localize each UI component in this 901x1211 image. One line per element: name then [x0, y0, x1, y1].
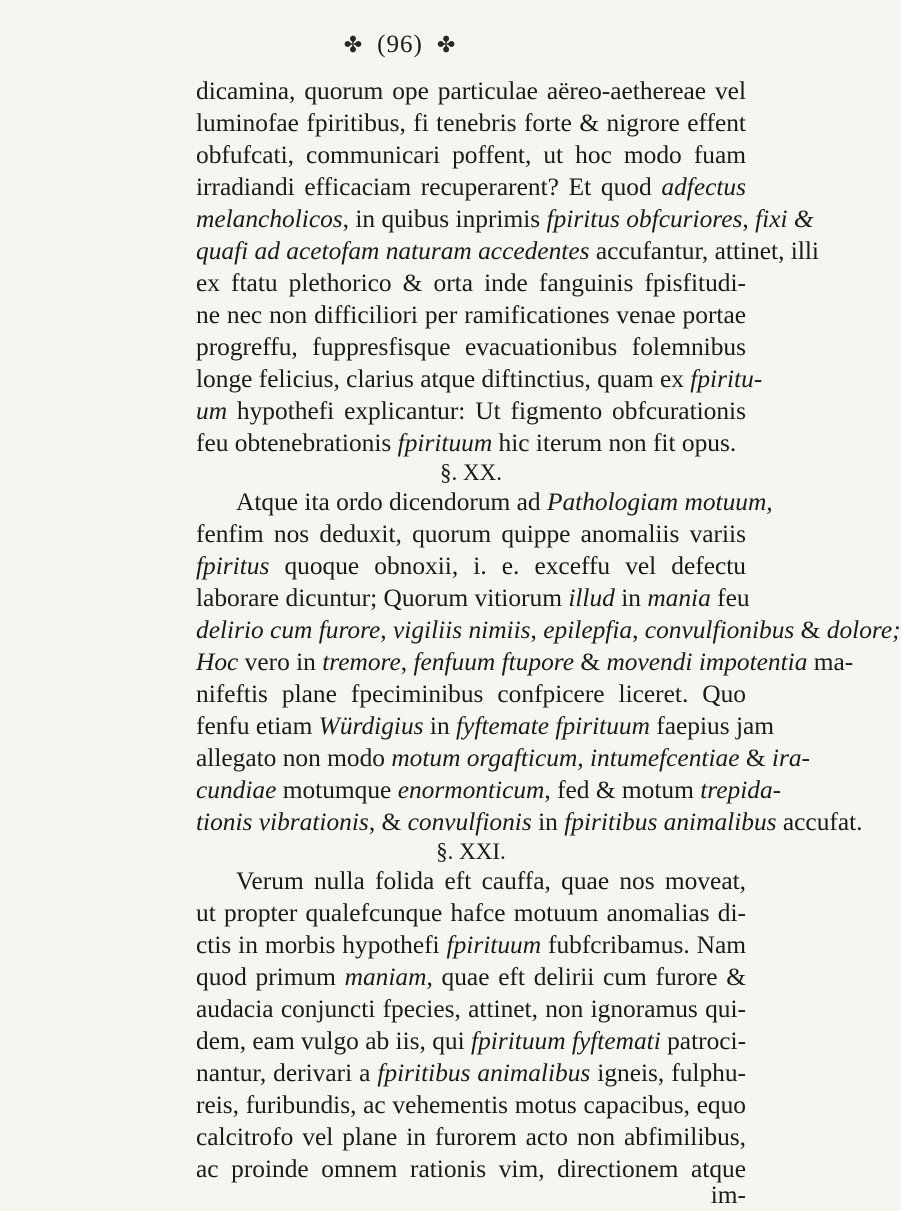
section-heading	[196, 836, 746, 868]
text-line	[196, 107, 746, 139]
text-run: &	[739, 744, 772, 772]
text-run: , in quibus inprimis	[342, 205, 547, 233]
text-line	[196, 427, 746, 459]
text-run: audacia conjuncti fpecies, attinet, non ignoramus qui-	[196, 995, 746, 1023]
text-run: irradiandi efficaciam recuperarent? Et quod	[196, 173, 662, 201]
text-line	[196, 710, 775, 742]
italic-run: fpiritus	[196, 552, 270, 580]
italic-run: um	[196, 397, 228, 425]
italic-run: trepida-	[700, 776, 782, 804]
italic-run: fpiritus obfcuriores	[546, 205, 743, 233]
text-line	[196, 646, 854, 678]
italic-run: mania	[647, 584, 711, 612]
text-run: ctis in morbis hypothefi	[196, 931, 447, 959]
text-line	[196, 582, 750, 614]
text-run: feu	[710, 584, 750, 612]
italic-run: convulfionibus	[644, 616, 795, 644]
text-run: fubfcribamus. Nam	[541, 931, 746, 959]
text-run: ut propter qualefcunque hafce motuum anomalias di-	[196, 899, 746, 927]
italic-run: enormonticum	[397, 776, 545, 804]
italic-run: fpiritu-	[690, 365, 763, 393]
text-line	[196, 774, 782, 806]
text-line	[236, 865, 746, 897]
italic-run: tremore	[322, 648, 401, 676]
italic-run: tionis vibrationis	[196, 808, 369, 836]
text-line	[196, 993, 746, 1025]
text-line	[196, 929, 746, 961]
italic-run: movendi impotentia	[606, 648, 808, 676]
text-run: nifeftis plane fpeciminibus confpicere liceret. Quo	[196, 680, 746, 708]
text-run: longe felicius, clarius atque diftinctius, quam ex	[196, 365, 691, 393]
text-line	[196, 897, 746, 929]
text-line	[196, 1057, 746, 1089]
text-run: im-	[710, 1181, 746, 1209]
italic-run: epilepfia	[543, 616, 633, 644]
italic-run: vigiliis nimiis	[393, 616, 531, 644]
italic-run: fpirituum	[446, 931, 542, 959]
text-line	[196, 518, 746, 550]
text-run: , &	[368, 808, 408, 836]
text-line	[196, 267, 746, 299]
italic-run: convulfionis	[407, 808, 532, 836]
text-run: ma-	[807, 648, 854, 676]
text-run: &	[794, 616, 827, 644]
section-heading	[196, 457, 746, 489]
text-run: progreffu, fuppresfisque evacuationibus folemnibus	[196, 333, 746, 361]
text-run: allegato non modo	[196, 744, 392, 772]
text-line	[196, 331, 746, 363]
text-line	[196, 806, 863, 838]
text-line	[196, 1025, 746, 1057]
text-line	[196, 1089, 746, 1121]
text-run: dicamina, quorum ope particulae aëreo-aethereae vel	[196, 77, 746, 105]
text-run: accufat.	[776, 808, 863, 836]
text-run: ,	[380, 616, 393, 644]
text-run: fenfim nos deduxit, quorum quippe anomaliis variis	[196, 520, 746, 548]
text-run: ac proinde omnem rationis vim, directionem atque	[196, 1155, 746, 1183]
text-run: faepius jam	[649, 712, 775, 740]
italic-run: melancholicos	[196, 205, 343, 233]
text-line	[196, 614, 901, 646]
text-run: ,	[632, 616, 645, 644]
italic-run: delirio cum furore	[196, 616, 381, 644]
text-run: patroci-	[660, 1027, 747, 1055]
text-run: motumque	[276, 776, 398, 804]
text-line	[196, 75, 746, 107]
text-run: , fed & motum	[544, 776, 701, 804]
text-run: luminofae fpiritibus, fi tenebris forte & nigrore effent	[196, 109, 746, 137]
text-run: ,	[742, 205, 756, 233]
text-line	[196, 235, 819, 267]
text-run: ,	[577, 744, 590, 772]
text-line	[196, 203, 814, 235]
text-run: reis, furibundis, ac vehementis motus capacibus, equo	[196, 1091, 746, 1119]
text-run: , quae eft delirii cum furore &	[426, 963, 746, 991]
text-run: ne nec non difficiliori per ramificationes venae portae	[196, 301, 746, 329]
italic-run: motum orgafticum	[391, 744, 578, 772]
ornament-left-icon: ✤	[343, 32, 364, 57]
page-number: (96)	[377, 31, 423, 58]
text-run: calcitrofo vel plane in furorem acto non abfimilibus,	[196, 1123, 746, 1151]
italic-run: Pathologiam motuum,	[546, 488, 773, 516]
italic-run: fixi &	[755, 205, 814, 233]
text-run: fenfu etiam	[196, 712, 319, 740]
italic-run: illud	[568, 584, 615, 612]
italic-run: Hoc	[196, 648, 239, 676]
text-run: §. XX.	[440, 460, 502, 485]
text-run: ex ftatu plethorico & orta inde fanguinis fpisfitudi-	[196, 269, 746, 297]
text-run: in	[531, 808, 565, 836]
text-run: hypothefi explicantur: Ut figmento obfcurationis	[227, 397, 746, 425]
ornament-right-icon: ✤	[436, 32, 457, 57]
text-line	[196, 678, 746, 710]
text-run: feu obtenebrationis	[196, 429, 398, 457]
text-line	[196, 742, 811, 774]
italic-run: fpirituum fyftemati	[471, 1027, 661, 1055]
italic-run: fpirituum	[397, 429, 493, 457]
text-run: quoque obnoxii, i. e. exceffu vel defectu	[269, 552, 746, 580]
page-header	[0, 30, 800, 60]
text-run: §. XXI.	[436, 839, 506, 864]
text-line	[196, 1121, 746, 1153]
text-run: Atque ita ordo dicendorum ad	[236, 488, 547, 516]
text-run: ,	[400, 648, 414, 676]
text-run: Verum nulla folida eft cauffa, quae nos moveat,	[236, 867, 746, 895]
text-line	[196, 961, 746, 993]
italic-run: quafi ad acetofam naturam accedentes	[196, 237, 590, 265]
text-run: ,	[530, 616, 544, 644]
italic-run: Würdigius	[318, 712, 424, 740]
text-run: igneis, fulphu-	[590, 1059, 746, 1087]
italic-run: fyftemate fpirituum	[456, 712, 650, 740]
italic-run: adfectus	[661, 173, 746, 201]
text-line	[196, 395, 746, 427]
text-run: dem, eam vulgo ab iis, qui	[196, 1027, 472, 1055]
text-run: in	[614, 584, 648, 612]
text-line	[196, 139, 746, 171]
italic-run: dolore;	[826, 616, 901, 644]
text-line	[196, 363, 763, 395]
text-run: hic iterum non fit opus.	[492, 429, 737, 457]
text-line	[196, 171, 746, 203]
italic-run: fpiritibus animalibus	[377, 1059, 591, 1087]
text-run: quod primum	[196, 963, 345, 991]
italic-run: cundiae	[196, 776, 277, 804]
text-line	[196, 550, 746, 582]
text-run: laborare dicuntur; Quorum vitiorum	[196, 584, 569, 612]
text-run: nantur, derivari a	[196, 1059, 378, 1087]
italic-run: ira-	[771, 744, 811, 772]
text-run: accufantur, attinet, illi	[589, 237, 819, 265]
italic-run: fenfuum ftupore	[413, 648, 575, 676]
italic-run: fpiritibus animalibus	[564, 808, 777, 836]
catchword	[196, 1179, 746, 1209]
text-line	[196, 299, 746, 331]
italic-run: maniam	[344, 963, 427, 991]
text-run: obfufcati, communicari poffent, ut hoc modo fuam	[196, 141, 746, 169]
italic-run: intumefcentiae	[590, 744, 740, 772]
text-run: vero in	[238, 648, 323, 676]
text-line	[236, 486, 773, 518]
text-run: in	[423, 712, 456, 740]
text-run: &	[574, 648, 607, 676]
